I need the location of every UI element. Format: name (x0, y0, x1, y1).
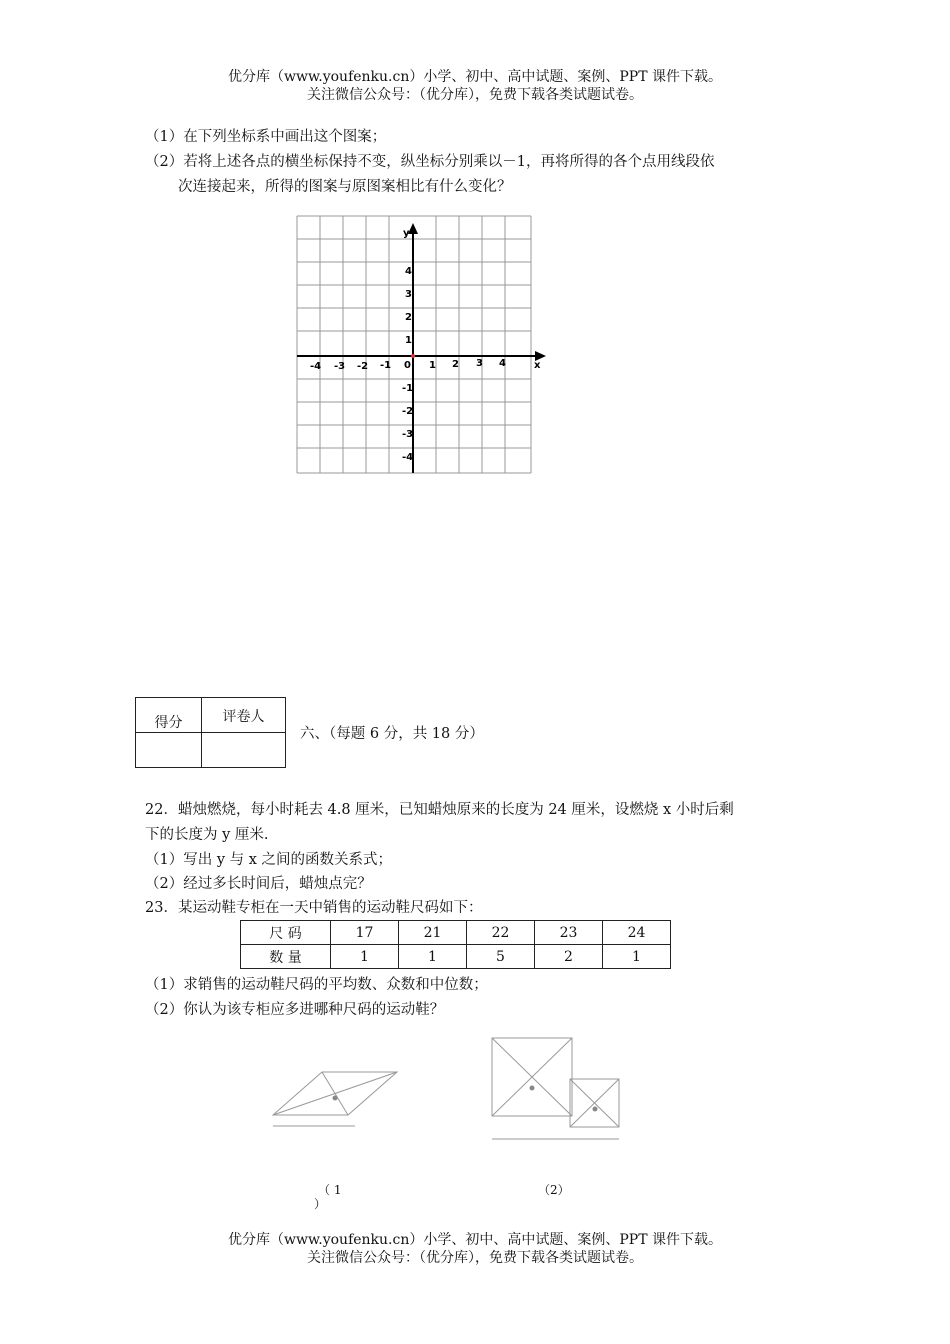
row-label-size: 尺 码 (241, 921, 331, 945)
table-row (241, 945, 671, 969)
origin-label: 0 (404, 360, 411, 371)
x-axis-label: x (534, 360, 541, 371)
x-tick-label: 1 (429, 360, 436, 371)
center-point (333, 1096, 338, 1101)
figure-2-caption: （2） (538, 1183, 570, 1197)
y-tick-label: -1 (402, 383, 414, 394)
q21-part1: （1）在下列坐标系中画出这个图案； (145, 129, 387, 145)
size-cell: 23 (535, 921, 603, 945)
q23-part1: （1）求销售的运动鞋尺码的平均数、众数和中位数； (145, 977, 488, 993)
count-cell: 1 (399, 945, 467, 969)
center-point (530, 1086, 535, 1091)
center-point (593, 1107, 598, 1112)
y-tick-label: -3 (402, 429, 414, 440)
y-tick-label: 4 (405, 266, 412, 277)
y-tick-label: -4 (402, 452, 414, 463)
row-label-count: 数 量 (241, 945, 331, 969)
header-line-2: 关注微信公众号：（优分库），免费下载各类试题试卷。 (307, 87, 643, 103)
count-cell: 1 (603, 945, 671, 969)
q21-part2-line1: （2）若将上述各点的横坐标保持不变，纵坐标分别乘以－1，再将所得的各个点用线段依 (145, 154, 715, 170)
origin-point (411, 354, 415, 358)
y-tick-label: -2 (402, 406, 414, 417)
q22-line2: 下的长度为 y 厘米. (145, 827, 269, 843)
table-row (241, 921, 671, 945)
count-cell: 5 (467, 945, 535, 969)
footer-line-2: 关注微信公众号：（优分库），免费下载各类试题试卷。 (307, 1250, 643, 1266)
x-tick-label: -2 (357, 361, 369, 372)
x-tick-label: -3 (334, 361, 346, 372)
y-tick-label: 2 (405, 312, 412, 323)
header-line-1: 优分库（www.youfenku.cn）小学、初中、高中试题、案例、PPT 课件下载。 (227, 69, 722, 85)
score-table (135, 697, 286, 768)
q22-line1: 22．蜡烛燃烧，每小时耗去 4.8 厘米，已知蜡烛原来的长度为 24 厘米，设燃烧 x 小时后剩 (145, 802, 734, 818)
coordinate-grid (290, 210, 550, 480)
size-cell: 22 (467, 921, 535, 945)
x-tick-label: 3 (476, 358, 483, 369)
x-tick-label: 2 (452, 359, 459, 370)
figure-1-parallelogram (265, 1060, 410, 1135)
count-cell: 2 (535, 945, 603, 969)
score-header: 得分 (136, 698, 202, 733)
y-tick-label: 1 (405, 335, 412, 346)
grader-cell[interactable] (202, 733, 286, 768)
figure-1-caption-close: ） (314, 1197, 327, 1211)
figure-2-squares (485, 1032, 630, 1147)
size-cell: 21 (399, 921, 467, 945)
q21-part2-line2: 次连接起来，所得的图案与原图案相比有什么变化？ (178, 179, 512, 195)
x-tick-label: 4 (499, 358, 506, 369)
count-cell: 1 (331, 945, 399, 969)
x-tick-label: -4 (310, 361, 322, 372)
figure-1-caption: （ 1 (318, 1183, 342, 1197)
score-cell[interactable] (136, 733, 202, 768)
y-axis-label: y (403, 228, 410, 239)
q23-intro: 23．某运动鞋专柜在一天中销售的运动鞋尺码如下： (145, 900, 483, 916)
footer-line-1: 优分库（www.youfenku.cn）小学、初中、高中试题、案例、PPT 课件下载。 (227, 1232, 722, 1248)
shoe-size-table (240, 920, 671, 969)
size-cell: 17 (331, 921, 399, 945)
y-tick-label: 3 (405, 289, 412, 300)
q23-part2: （2）你认为该专柜应多进哪种尺码的运动鞋？ (145, 1002, 445, 1018)
grader-header: 评卷人 (202, 698, 286, 733)
x-tick-label: -1 (380, 360, 392, 371)
q22-part1: （1）写出 y 与 x 之间的函数关系式； (145, 852, 393, 868)
q22-part2: （2）经过多长时间后，蜡烛点完？ (145, 876, 372, 892)
section-6-title: 六、（每题 6 分，共 18 分） (300, 726, 484, 742)
size-cell: 24 (603, 921, 671, 945)
